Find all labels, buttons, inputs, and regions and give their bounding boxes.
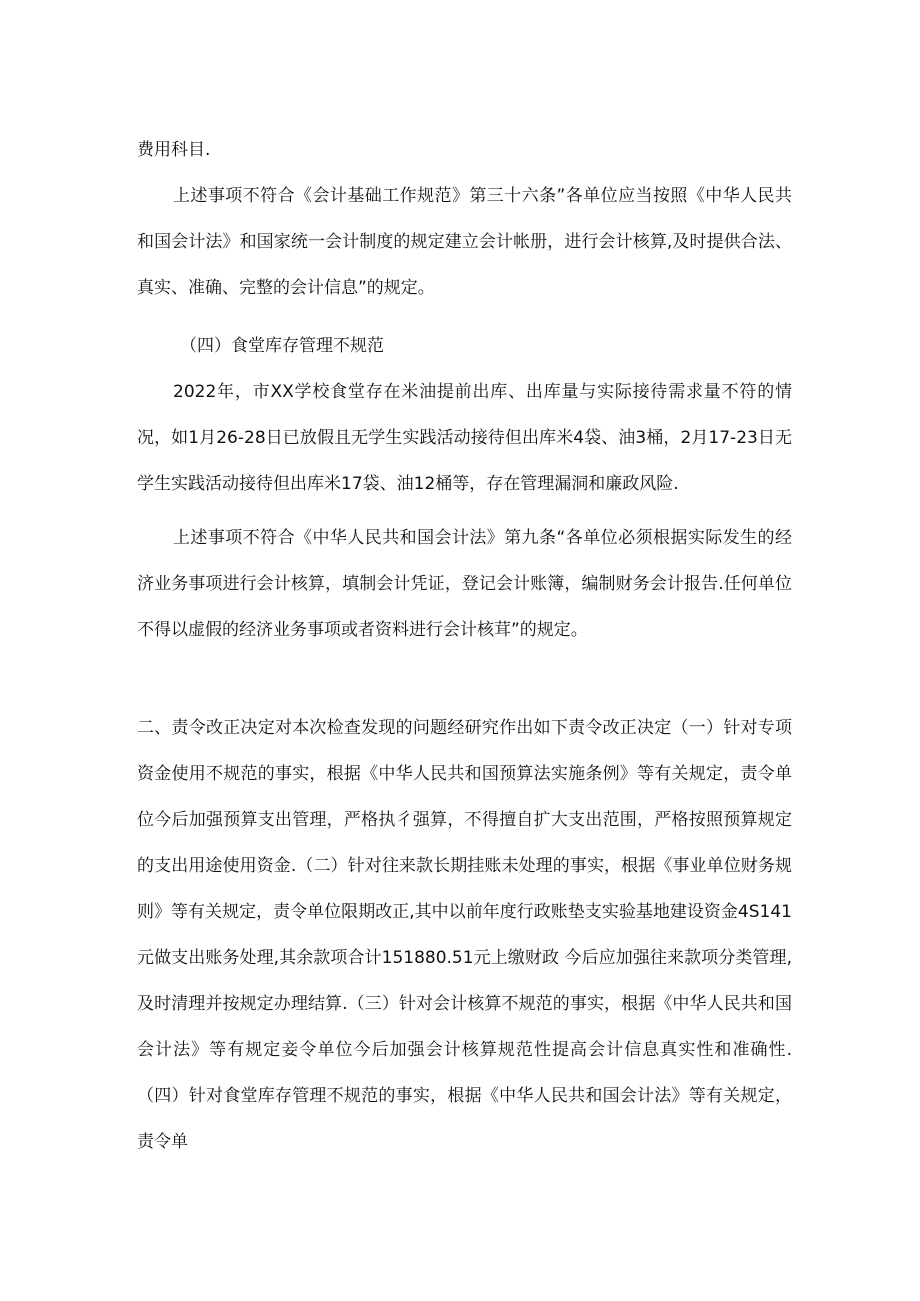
section-heading-canteen-inventory: （四）食堂库存管理不规范 [180, 336, 384, 356]
paragraph-canteen-findings: 2022年，市XX学校食堂存在米油提前出库、出库量与实际接待需求量不符的情况，如1月26-28日已放假且无学生实践活动接待但出库米4袋、油3桶，2月17-23日无学生实践活动接待但出库米17袋、油12桶等，存在管理漏洞和廉政风险. [137, 382, 792, 494]
paragraph-accounting-rule-36: 上述事项不符合《会计基础工作规范》第三十六条”各单位应当按照《中华人民共和国会计法》和国家统一会计制度的规定建立会计帐册，进行会计核算,及时提供合法、真实、准确、完整的会计信息”的规定。 [137, 186, 792, 298]
paragraph-accounting-law-article-9: 上述事项不符合《中华人民共和国会计法》第九条“各单位必须根据实际发生的经济业务事项进行会计核算，填制会计凭证，登记会计账簿，编制财务会计报告.任何单位不得以虚假的经济业务事项或者资料进行会计核茸”的规定。 [137, 528, 792, 640]
paragraph-account-item: 费用科目. [137, 140, 211, 160]
paragraph-rectification-decision: 二、责令改正决定对本次检查发现的问题经研究作出如下责令改正决定（一）针对专项资金使用不规范的事实，根据《中华人民共和国预算法实施条例》等有关规定，责令单位今后加强预算支出管理，严格执彳强算，不得擅自扩大支出范围，严格按照预算规定的支出用途使用资金.（二）针对往来款长期挂账未处理的事实，根据《事业单位财务规则》等有关规定，责令单位限期改正,其中以前年度行政账垫支实验基地建设资金4S141元做支出账务处理,其余款项合计151880.51元上缴财政 今后应加强往来款项分类管理,及时清理并按规定办理结算.（三）针对会计核算不规范的事实，根据《中华人民共和国会计法》等有规定妾令单位今后加强会计核算规范性提高会计信息真实性和准确性.（四）针对食堂库存管理不规范的事实，根据《中华人民共和国会计法》等有关规定，责令单 [137, 718, 792, 1152]
